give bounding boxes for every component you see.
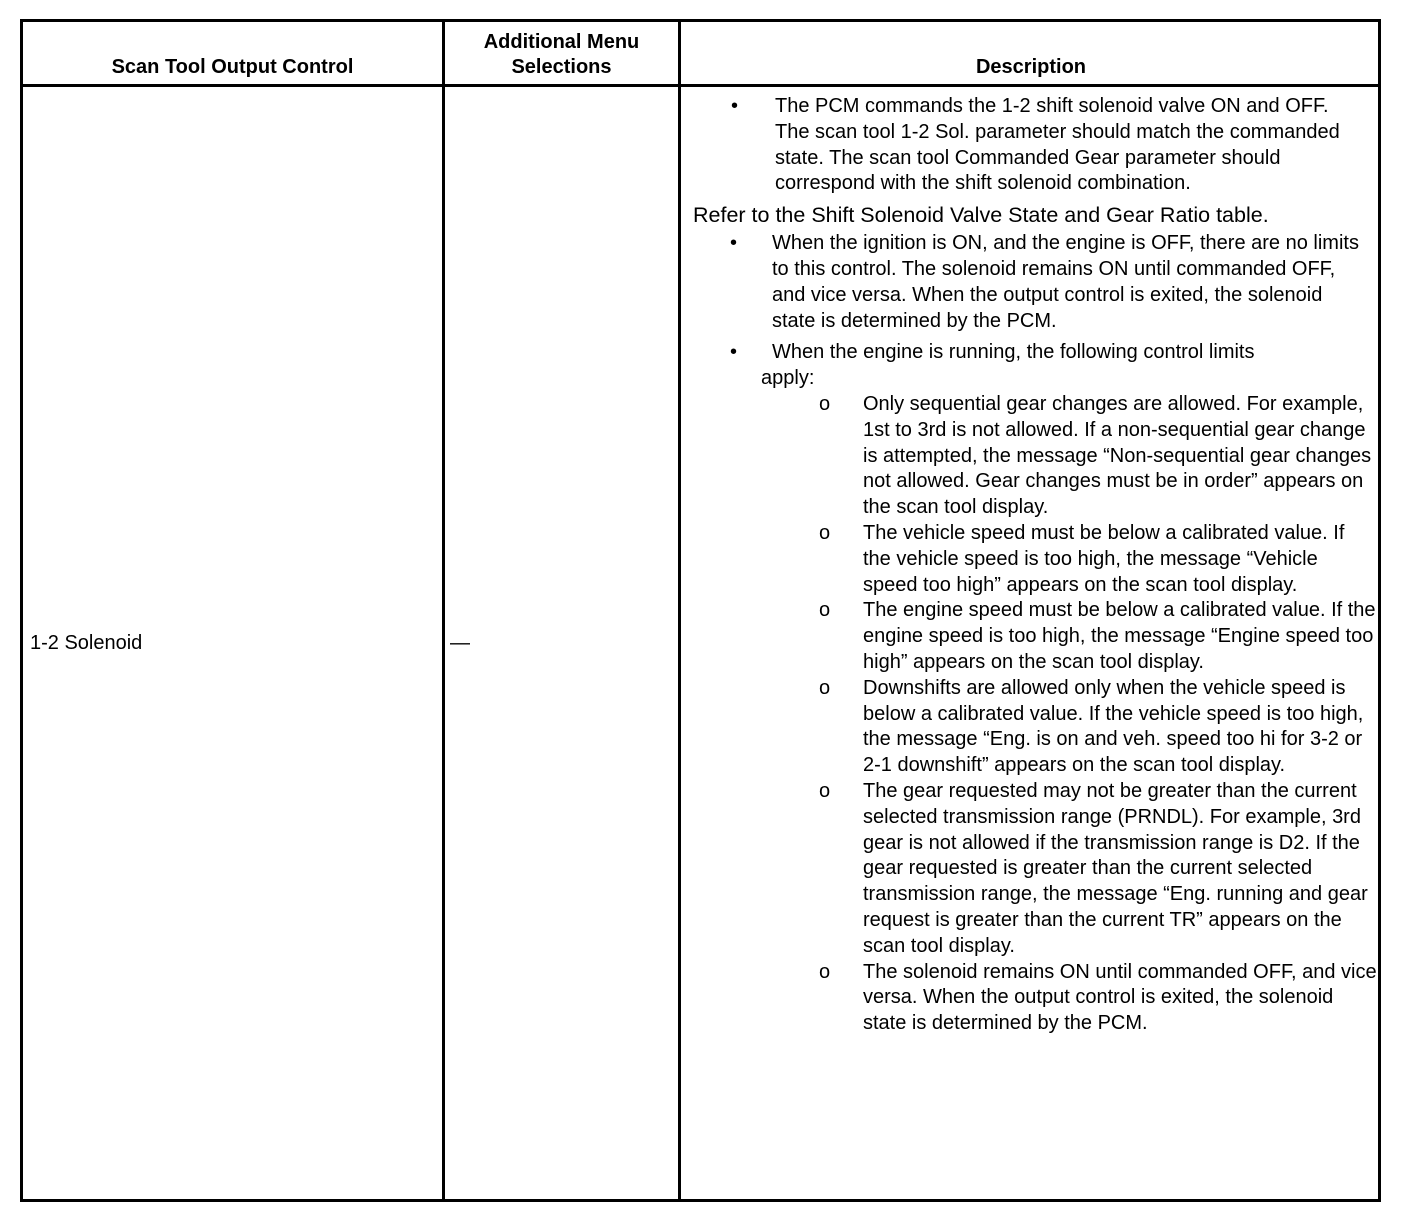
sub-item-text: The vehicle speed must be below a calibrated value. If the vehicle speed is too high, the message “Vehicle speed too high” appears on the scan tool display.: [863, 521, 1345, 596]
description-bullet-3: [681, 340, 1381, 366]
description-cell: [681, 94, 1381, 1037]
header-scan-tool-output-control: Scan Tool Output Control: [111, 56, 354, 78]
bullet-text-line2: apply:: [761, 367, 815, 390]
bullet-text-line1: When the engine is running, the following control limits: [772, 341, 1255, 364]
sub-item-engine-speed: [681, 598, 1381, 675]
header-description: Description: [975, 56, 1087, 78]
sub-item-text: Only sequential gear changes are allowed. For example, 1st to 3rd is not allowed. If a non-sequential gear change is attempted, the message “Non-sequential gear changes not allowed. Gear changes must be in order” appears on the scan tool display.: [863, 392, 1372, 519]
sub-item-gear-requested: [681, 779, 1381, 960]
bullet-text: When the ignition is ON, and the engine is OFF, there are no limits to this control. The solenoid remains ON until commanded OFF, and vice versa. When the output control is exited, the solenoid state is determined by the PCM.: [772, 232, 1359, 332]
sub-bullet-marker: o: [819, 676, 831, 699]
sub-bullet-marker: o: [819, 599, 831, 622]
control-name-cell: 1-2 Solenoid: [30, 632, 143, 654]
sub-item-text: The solenoid remains ON until commanded OFF, and vice versa. When the output control is exited, the solenoid state is determined by the PCM.: [863, 960, 1377, 1035]
bullet-text: The PCM commands the 1-2 shift solenoid valve ON and OFF. The scan tool 1-2 Sol. parameter should match the commanded state. The scan tool Commanded Gear parameter should correspond with the shift solenoid combination.: [775, 95, 1340, 195]
column-divider-1: [442, 22, 445, 1199]
description-bullet-2: [681, 231, 1381, 334]
sub-bullet-marker: o: [819, 779, 831, 802]
sub-item-text: Downshifts are allowed only when the vehicle speed is below a calibrated value. If the vehicle speed is too high, the message “Eng. is on and veh. speed too hi for 3-2 or 2-1 downshift” appears on the scan tool display.: [863, 676, 1364, 777]
sub-item-sequential-gear: [681, 392, 1381, 521]
menu-selection-cell: —: [450, 632, 470, 654]
bullet-marker: •: [730, 341, 738, 364]
sub-item-solenoid-remains-on: [681, 960, 1381, 1037]
sub-bullet-marker: o: [819, 521, 831, 544]
bullet-marker: •: [731, 95, 739, 117]
scan-tool-output-control-table: [20, 19, 1381, 1202]
sub-bullet-marker: o: [819, 392, 831, 415]
header-divider: [23, 84, 1378, 87]
sub-item-text: The gear requested may not be greater than the current selected transmission range (PRNDL). For example, 3rd gear is not allowed if the transmission range is D2. If the gear requested is greater than the current selected transmission range, the message “Eng. running and gear request is greater than the current TR” appears on the scan tool display.: [863, 779, 1368, 957]
sub-item-downshifts: [681, 676, 1381, 779]
sub-item-text: The engine speed must be below a calibrated value. If the engine speed is too high, the message “Engine speed too high” appears on the scan tool display.: [863, 599, 1376, 673]
sub-item-vehicle-speed: [681, 521, 1381, 598]
header-additional-menu-line2: Selections: [511, 56, 612, 78]
sub-bullet-marker: o: [819, 960, 831, 983]
refer-note: Refer to the Shift Solenoid Valve State and Gear Ratio table.: [693, 203, 1269, 228]
header-additional-menu-selections: [445, 30, 678, 80]
bullet-marker: •: [730, 232, 738, 255]
header-additional-menu-line1: Additional Menu: [483, 31, 640, 53]
description-bullet-1: [681, 94, 1381, 197]
